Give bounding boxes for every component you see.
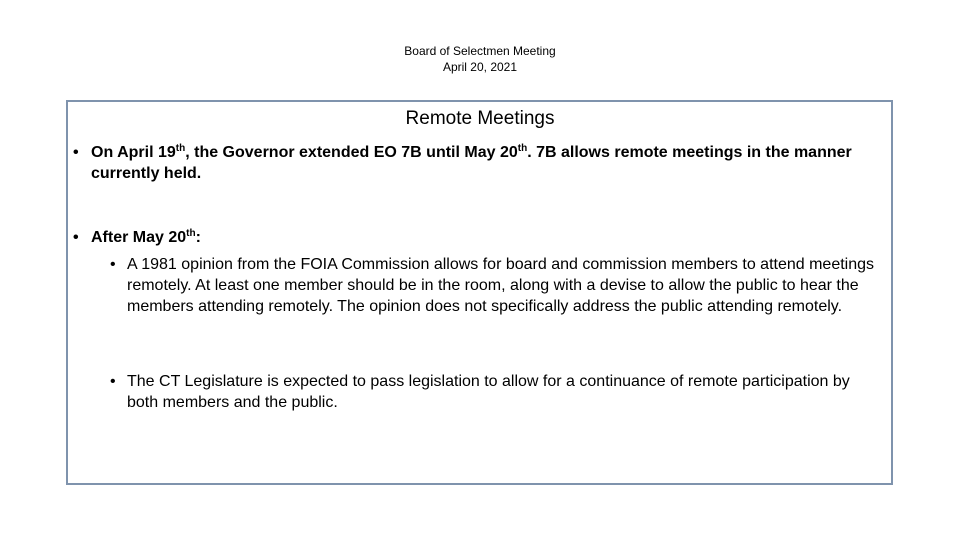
slide-title: Remote Meetings [405,108,555,129]
sub-bullet-foia-opinion [110,254,885,317]
bullet-marker: • [110,256,116,273]
bullet-governor-order [73,142,883,184]
bullet-marker: • [73,144,79,161]
bullet-marker: • [73,229,79,246]
sub-bullet-ct-legislature [110,371,885,413]
bullet-text: A 1981 opinion from the FOIA Commission allows for board and commission members to attend meetings remotely. At least one member should be in the room, along with a devise to allow the public to hear the members attending remotely. The opinion does not specifically address the public attending remotely. [127,256,875,315]
bullet-text: After May 20th: [91,228,201,246]
meeting-date: April 20, 2021 [442,60,518,74]
bullet-after-may [73,227,473,248]
meeting-header [0,43,960,75]
meeting-name: Board of Selectmen Meeting [404,44,556,58]
bullet-text: On April 19th, the Governor extended EO 7B until May 20th. 7B allows remote meetings in the manner currently held. [91,143,852,182]
bullet-text: The CT Legislature is expected to pass legislation to allow for a continuance of remote participation by both members and the public. [127,373,850,411]
bullet-marker: • [110,373,116,390]
